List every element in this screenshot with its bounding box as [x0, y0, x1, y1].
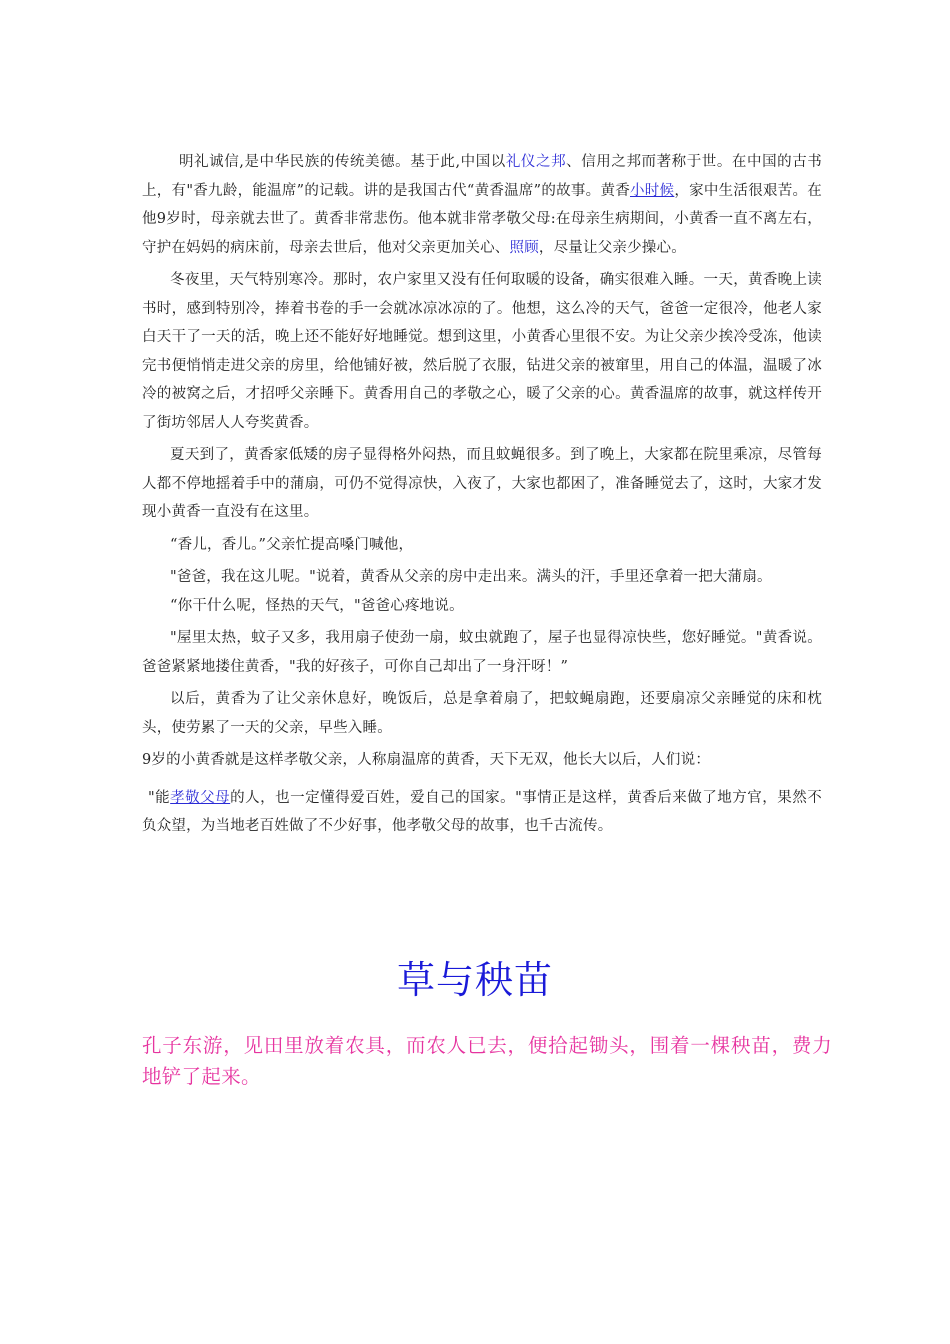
story-paragraph-6: “你干什么呢，怪热的天气，"爸爸心疼地说。	[170, 597, 464, 614]
story-text: 的人，也一定懂得爱百姓，爱自己的国家。"事情正是这样，黄香后来做了地方官，果然不负众望，为当地老百姓做了不少好事，他孝敬父母的故事，也千古流传。	[142, 789, 822, 834]
story-paragraph-3: 夏天到了，黄香家低矮的房子显得格外闷热，而且蚊蝇很多。到了晚上，大家都在院里乘凉，尽管每人都不停地摇着手中的蒲扇，可仍不觉得凉快，入夜了，大家也都困了，准备睡觉去了，这时，大家才发现小黄香一直没有在这里。	[142, 447, 822, 520]
story-text: ，尽量让父亲少操心。	[538, 239, 686, 256]
story-paragraph-2: 冬夜里，天气特别寒冷。那时，农户家里又没有任何取暖的设备，确实很难入睡。一天，黄香晚上读书时，感到特别冷，捧着书卷的手一会就冰凉冰凉的了。他想，这么冷的天气，爸爸一定很冷，他老人家白天干了一天的活，晚上还不能好好地睡觉。想到这里，小黄香心里很不安。为让父亲少挨冷受冻，他读完书便悄悄走进父亲的房里，给他铺好被，然后脱了衣服，钻进父亲的被窜里，用自己的体温，温暖了冰冷的被窝之后，才招呼父亲睡下。黄香用自己的孝敬之心，暖了父亲的心。黄香温席的故事，就这样传开了街坊邻居人人夸奖黄香。	[142, 272, 822, 431]
link-xiaoshihou[interactable]: 小时候	[630, 182, 675, 199]
story-paragraph-1	[142, 148, 822, 262]
story-paragraph-5: "爸爸，我在这儿呢。"说着，黄香从父亲的房中走出来。满头的汗，手里还拿着一把大蒲扇。	[170, 569, 772, 585]
story-text: "能	[148, 789, 171, 806]
link-liyi-zhibang[interactable]: 礼仪之邦	[505, 154, 567, 170]
link-zhaogu[interactable]: 照顾	[509, 239, 539, 256]
story-paragraph-9: 9岁的小黄香就是这样孝敬父亲，人称扇温席的黄香，天下无双，他长大以后，人们说：	[142, 752, 711, 768]
huangxiang-story	[142, 148, 822, 841]
story-text: 、信用之邦而著称于世。在中国的古书上，有"香九龄，能温席”的记载。讲的是我国古代“黄香温席”的故事。黄香	[142, 154, 822, 199]
section-title: 草与秧苗	[396, 958, 553, 1002]
story-text: 明礼诚信,是中华民族的传统美德。基于此,中国以	[179, 154, 506, 170]
story-paragraph-10	[142, 784, 822, 841]
link-xiaojing-fumu[interactable]: 孝敬父母	[170, 789, 231, 806]
story-text: ，家中生活很艰苦。在他9岁时，母亲就去世了。黄香非常悲伤。他本就非常孝敬父母:在母亲生病期间，小黄香一直不离左右，守护在妈妈的病床前，母亲去世后，他对父亲更加关心、	[142, 182, 822, 256]
story-paragraph-8: 以后，黄香为了让父亲休息好，晚饭后，总是拿着扇了，把蚊蝇扇跑，还要扇凉父亲睡觉的床和枕头，使劳累了一天的父亲，早些入睡。	[142, 691, 822, 736]
story-paragraph-4: “香儿，香儿。”父亲忙提高嗓门喊他，	[170, 536, 414, 553]
story-paragraph-7: "屋里太热，蚊子又多，我用扇子使劲一扇，蚊虫就跑了，屋子也显得凉快些，您好睡觉。"黄香说。爸爸紧紧地搂住黄香，"我的好孩子，可你自己却出了一身汗呀！”	[142, 630, 822, 675]
highlight-paragraph: 孔子东游，见田里放着农具，而农人已去，便拾起锄头，围着一棵秧苗，费力地铲了起来。	[142, 1034, 832, 1088]
